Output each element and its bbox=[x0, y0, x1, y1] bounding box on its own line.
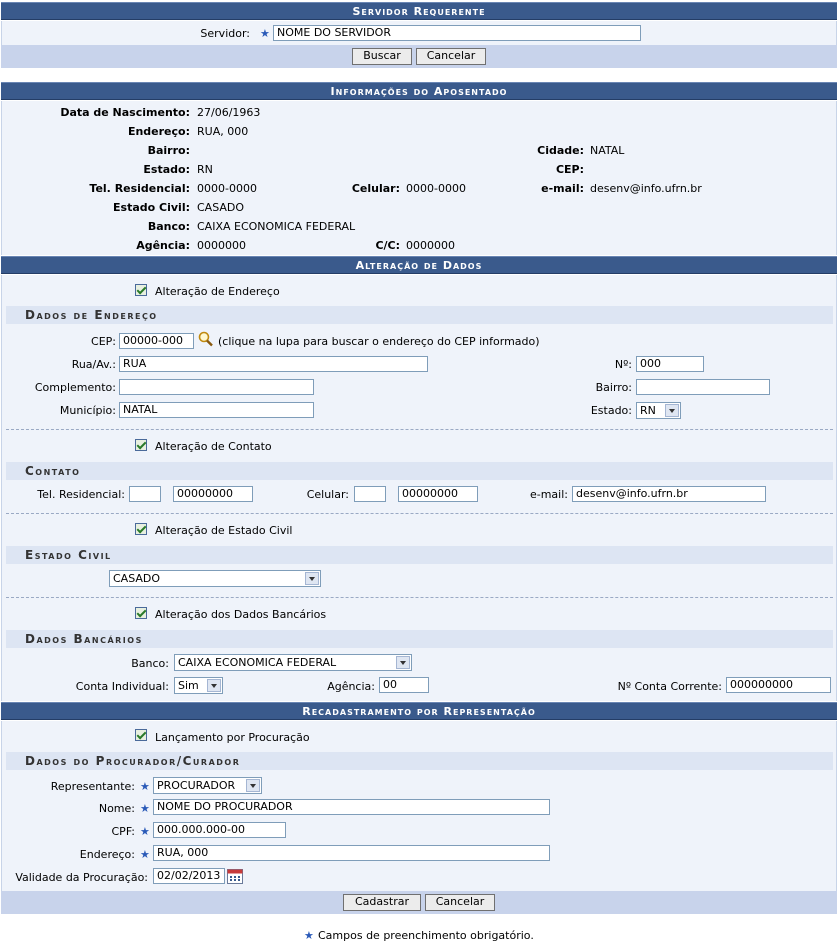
endereco-value: RUA, 000 bbox=[197, 125, 249, 138]
lancamento-procuracao-label: Lançamento por Procuração bbox=[155, 731, 310, 744]
alteracao-contato-label: Alteração de Contato bbox=[155, 440, 272, 453]
cancelar-servidor-button[interactable]: Cancelar bbox=[416, 48, 486, 65]
required-star-icon: ★ bbox=[140, 780, 150, 793]
alteracao-contato-checkbox[interactable] bbox=[135, 439, 147, 451]
lancamento-procuracao-checkbox[interactable] bbox=[135, 729, 147, 741]
cep-input[interactable]: 00000-000 bbox=[119, 333, 194, 349]
email-input-label: e-mail: bbox=[529, 488, 568, 501]
cancelar-button[interactable]: Cancelar bbox=[425, 894, 495, 911]
conta-individual-select-value: Sim bbox=[178, 679, 199, 692]
footnote: Campos de preenchimento obrigatório. bbox=[318, 929, 534, 942]
divider bbox=[6, 597, 833, 598]
cep-hint: (clique na lupa para buscar o endereço do CEP informado) bbox=[218, 335, 540, 348]
estado-label: Estado: bbox=[143, 163, 190, 176]
validade-input[interactable]: 02/02/2013 bbox=[153, 868, 225, 884]
tel-residencial-input-label: Tel. Residencial: bbox=[37, 488, 125, 501]
data-nascimento-value: 27/06/1963 bbox=[197, 106, 261, 119]
municipio-label: Município: bbox=[59, 404, 116, 417]
cep-input-label: CEP: bbox=[91, 335, 116, 348]
endereco-label: Endereço: bbox=[127, 125, 190, 138]
estado-civil-label: Estado Civil: bbox=[113, 201, 190, 214]
chevron-down-icon bbox=[246, 779, 260, 792]
contato-subheader: Contato bbox=[6, 462, 833, 480]
agencia-input-label: Agência: bbox=[327, 680, 375, 693]
required-star-icon: ★ bbox=[140, 848, 150, 861]
tel-ddd-input[interactable] bbox=[129, 486, 161, 502]
celular-input[interactable]: 00000000 bbox=[398, 486, 478, 502]
cel-ddd-input[interactable] bbox=[354, 486, 386, 502]
required-star-icon: ★ bbox=[304, 929, 314, 942]
rua-input[interactable]: RUA bbox=[119, 356, 428, 372]
required-star-icon: ★ bbox=[140, 802, 150, 815]
bairro-input[interactable] bbox=[636, 379, 770, 395]
email-value: desenv@info.ufrn.br bbox=[590, 182, 702, 195]
chevron-down-icon bbox=[207, 679, 221, 692]
dados-procurador-subheader: Dados do Procurador/Curador bbox=[6, 752, 833, 770]
representante-label: Representante: bbox=[50, 780, 135, 793]
banco-select[interactable] bbox=[174, 654, 412, 671]
cpf-input[interactable]: 000.000.000-00 bbox=[153, 822, 286, 838]
representacao-header: Recadastramento por Representação bbox=[1, 702, 837, 720]
complemento-input[interactable] bbox=[119, 379, 314, 395]
bairro-input-label: Bairro: bbox=[595, 381, 632, 394]
estado-civil-select-value: CASADO bbox=[113, 572, 161, 585]
estado-select-value: RN bbox=[640, 404, 656, 417]
estado-value: RN bbox=[197, 163, 213, 176]
cidade-value: NATAL bbox=[590, 144, 625, 157]
representante-select-value: PROCURADOR bbox=[157, 779, 236, 792]
divider bbox=[6, 513, 833, 514]
required-star-icon: ★ bbox=[260, 27, 270, 40]
numero-input[interactable]: 000 bbox=[636, 356, 704, 372]
bairro-label: Bairro: bbox=[147, 144, 190, 157]
representante-select[interactable] bbox=[153, 777, 262, 794]
required-star-icon: ★ bbox=[140, 825, 150, 838]
banco-value: CAIXA ECONOMICA FEDERAL bbox=[197, 220, 356, 233]
conta-corrente-label: Nº Conta Corrente: bbox=[617, 680, 722, 693]
servidor-label: Servidor: bbox=[200, 27, 250, 40]
estado-select-label: Estado: bbox=[590, 404, 632, 417]
buscar-button[interactable]: Buscar bbox=[352, 48, 412, 65]
endereco-procurador-label: Endereço: bbox=[79, 848, 135, 861]
chevron-down-icon bbox=[396, 656, 410, 669]
cadastrar-button[interactable]: Cadastrar bbox=[343, 894, 421, 911]
cc-value: 0000000 bbox=[406, 239, 455, 252]
alteracao-header: Alteração de Dados bbox=[1, 256, 837, 274]
municipio-input[interactable]: NATAL bbox=[119, 402, 314, 418]
conta-individual-select[interactable] bbox=[174, 677, 223, 694]
tel-residencial-input[interactable]: 00000000 bbox=[173, 486, 253, 502]
banco-select-label: Banco: bbox=[131, 657, 169, 670]
agencia-label: Agência: bbox=[136, 239, 190, 252]
nome-input[interactable]: NOME DO PROCURADOR bbox=[153, 799, 550, 815]
alteracao-bancarios-checkbox[interactable] bbox=[135, 607, 147, 619]
rua-label: Rua/Av.: bbox=[71, 358, 116, 371]
banco-label: Banco: bbox=[147, 220, 190, 233]
search-icon[interactable] bbox=[197, 331, 214, 347]
nome-label: Nome: bbox=[98, 802, 135, 815]
alteracao-endereco-label: Alteração de Endereço bbox=[155, 285, 280, 298]
endereco-procurador-input[interactable]: RUA, 000 bbox=[153, 845, 550, 861]
chevron-down-icon bbox=[665, 404, 679, 417]
alteracao-endereco-checkbox[interactable] bbox=[135, 284, 147, 296]
data-nascimento-label: Data de Nascimento: bbox=[60, 106, 190, 119]
estado-select[interactable] bbox=[636, 402, 681, 419]
cidade-label: Cidade: bbox=[537, 144, 584, 157]
estado-civil-value: CASADO bbox=[197, 201, 245, 214]
alteracao-estado-civil-label: Alteração de Estado Civil bbox=[155, 524, 293, 537]
servidor-input[interactable]: NOME DO SERVIDOR bbox=[273, 25, 641, 41]
conta-corrente-input[interactable]: 000000000 bbox=[726, 677, 831, 693]
agencia-input[interactable]: 00 bbox=[379, 677, 429, 693]
complemento-label: Complemento: bbox=[34, 381, 116, 394]
tel-residencial-value: 0000-0000 bbox=[197, 182, 257, 195]
conta-individual-label: Conta Individual: bbox=[75, 680, 169, 693]
estado-civil-subheader: Estado Civil bbox=[6, 546, 833, 564]
calendar-icon[interactable] bbox=[227, 869, 243, 884]
estado-civil-select[interactable] bbox=[109, 570, 321, 587]
cep-label: CEP: bbox=[555, 163, 584, 176]
agencia-value: 0000000 bbox=[197, 239, 246, 252]
informacoes-header: Informações do Aposentado bbox=[1, 82, 837, 100]
email-input[interactable]: desenv@info.ufrn.br bbox=[572, 486, 766, 502]
email-label: e-mail: bbox=[541, 182, 584, 195]
servidor-requerente-header: Servidor Requerente bbox=[1, 2, 837, 20]
cc-label: C/C: bbox=[375, 239, 400, 252]
alteracao-estado-civil-checkbox[interactable] bbox=[135, 523, 147, 535]
validade-label: Validade da Procuração: bbox=[15, 871, 148, 884]
divider bbox=[6, 429, 833, 430]
tel-residencial-label: Tel. Residencial: bbox=[89, 182, 190, 195]
cpf-label: CPF: bbox=[111, 825, 135, 838]
banco-select-value: CAIXA ECONOMICA FEDERAL bbox=[178, 656, 337, 669]
dados-endereco-subheader: Dados de Endereço bbox=[6, 306, 833, 324]
chevron-down-icon bbox=[305, 572, 319, 585]
alteracao-bancarios-label: Alteração dos Dados Bancários bbox=[155, 608, 327, 621]
numero-label: Nº: bbox=[614, 358, 632, 371]
celular-label: Celular: bbox=[351, 182, 400, 195]
celular-input-label: Celular: bbox=[306, 488, 349, 501]
dados-bancarios-subheader: Dados Bancários bbox=[6, 630, 833, 648]
celular-value: 0000-0000 bbox=[406, 182, 466, 195]
